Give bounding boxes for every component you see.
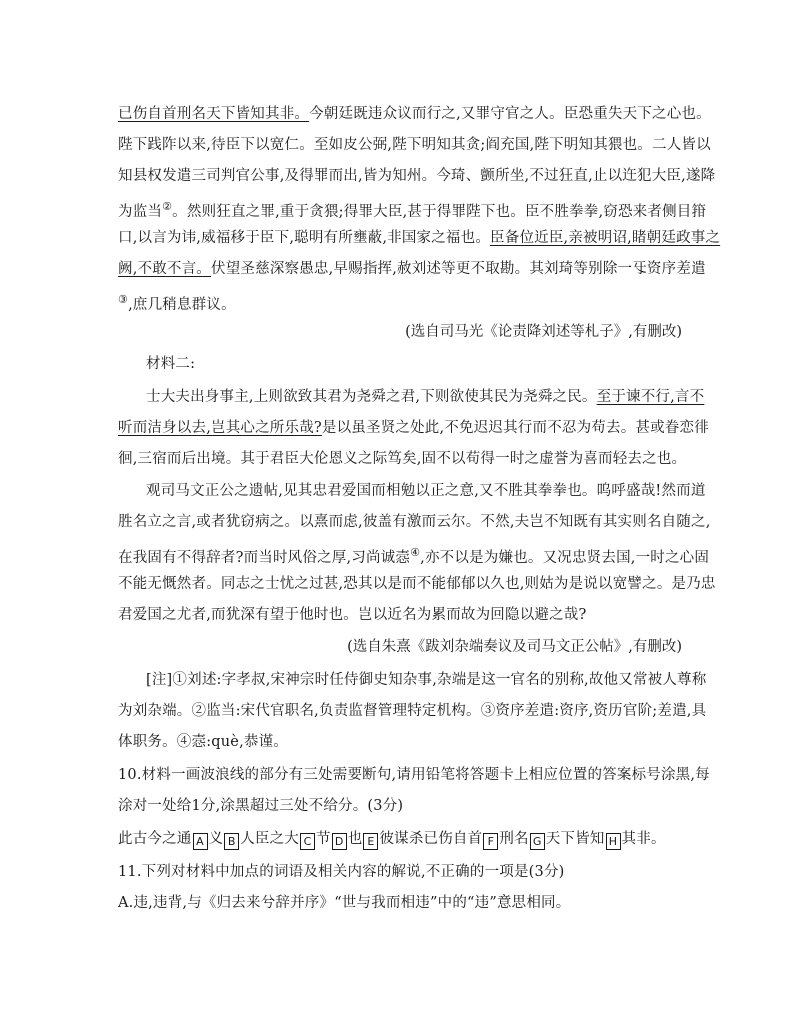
answer-box-a: A <box>193 833 208 850</box>
underlined-sentence: 臣备位近臣,亲被明诏,睹朝廷政事之 <box>490 230 721 246</box>
text-span: 今朝廷既违众议而行之,又罪守官之人。臣恐重失天下之心也。 <box>309 106 711 122</box>
note-line: [注]①刘述:字孝叔,宋神宗时任侍御史知杂事,杂端是这一官名的别称,故他又常被人尊称 <box>146 672 707 688</box>
text-span: ,亦不以是为嫌也。又况忠贤去国,一时之心固 <box>420 549 710 566</box>
text-span: 伏望圣慈深察愚忠,早赐指挥,赦刘述等更不取勘。其刘琦等别除一㸦资序差遣 <box>211 261 706 277</box>
text-span: 天下皆知 <box>545 831 605 847</box>
text-span: 其非。 <box>621 831 666 847</box>
text-line: 不能无慨然者。同志之士忧之过甚,恐其以是而不能郁郁以久也,则姑为是说以宽譬之。是乃忠 <box>118 576 716 592</box>
text-span: 节 <box>316 831 331 847</box>
text-line: 观司马文正公之遗帖,见其忠君爱国而相勉以正之意,又不胜其拳拳也。呜呼盛哉!然而道 <box>146 483 706 499</box>
text-line <box>118 197 707 222</box>
answer-box-d: D <box>332 833 347 850</box>
answer-box-e: E <box>363 833 378 850</box>
answer-box-c: C <box>300 833 315 850</box>
note-line: 体职务。④悫:què,恭谨。 <box>118 734 288 750</box>
question-10-options <box>118 829 683 850</box>
answer-box-h: H <box>606 833 621 850</box>
underlined-sentence: 阙,不敢不言。 <box>118 261 212 277</box>
question-11-stem: 11.下列对材料中加点的词语及相关内容的解说,不正确的一项是(3分) <box>118 864 565 880</box>
text-line <box>118 543 710 568</box>
text-span: 口,以言为讳,威福移于臣下,聪明有所壅蔽,非国家之福也。 <box>118 230 491 246</box>
answer-box-f: F <box>483 833 498 850</box>
text-line <box>118 228 721 248</box>
section-heading: 材料二: <box>146 356 196 372</box>
text-line <box>146 387 705 407</box>
answer-box-b: B <box>224 833 239 850</box>
source-citation: (选自司马光《论责降刘述等札子》,有删改) <box>405 324 682 340</box>
source-citation: (选自朱熹《跋刘杂端奏议及司马文正公帖》,有删改) <box>347 639 682 655</box>
text-span: 在我固有不得辞者?而当时风俗之厚,习尚诚悫 <box>118 549 411 566</box>
question-11-option-a: A.违,违背,与《归去来兮辞并序》“世与我而相违”中的“违”意思相同。 <box>118 895 571 911</box>
note-line: 为刘杂端。②监当:宋代官职名,负责监督管理特定机构。③资序差遣:资序,资历官阶;差遣,具 <box>118 703 707 719</box>
underlined-sentence: 听而洁身以去,岂其心之所乐哉? <box>118 420 322 436</box>
underlined-phrase: 已伤自首刑名天下皆知其非。 <box>118 106 310 122</box>
text-line: 胜名立之言,或者犹窃病之。以熹而虑,彼盖有激而云尔。不然,夫岂不知既有其实则名自随之, <box>118 514 711 530</box>
question-10-stem: 10.材料一画波浪线的部分有三处需要断句,请用铅笔将答题卡上相应位置的答案标号涂黑,每 <box>118 767 710 783</box>
text-span: 。然则狂直之罪,重于贪猥;得罪大臣,甚于得罪陛下也。臣不胜拳拳,窃恐来者侧目箝 <box>172 203 707 220</box>
question-10-stem: 涂对一处给1分,涂黑超过三处不给分。(3分) <box>118 798 404 814</box>
text-span: 此古今之通 <box>118 831 192 847</box>
text-line: 徊,三宿而后出境。其于君臣大伦恩义之际笃矣,固不以苟得一时之虚誉为喜而轻去之也。 <box>118 451 687 467</box>
text-span: 人臣之大 <box>240 831 300 847</box>
text-span: 士大夫出身事主,上则欲致其君为尧舜之君,下则欲使其民为尧舜之民。 <box>146 389 597 405</box>
text-line: 陛下践阼以来,待臣下以宽仁。至如皮公弼,陛下明知其贪;阎充国,陛下明知其猥也。二人皆以 <box>118 137 711 153</box>
footnote-marker: ③ <box>118 293 129 306</box>
text-span: ,庶几稍息群议。 <box>128 296 236 313</box>
text-span: 是以虽圣贤之处此,不免迟迟其行而不忍为苟去。甚或眷恋徘 <box>321 420 709 436</box>
text-span: 刑名 <box>499 831 529 847</box>
text-line <box>118 104 711 124</box>
answer-box-g: G <box>530 833 545 850</box>
footnote-marker: ④ <box>410 546 421 559</box>
underlined-sentence: 至于谏不行,言不 <box>596 389 705 405</box>
footnote-marker: ② <box>162 200 173 213</box>
text-span: 义 <box>208 831 224 847</box>
text-span: 也 <box>347 831 363 847</box>
text-span: 彼谋杀已伤自首 <box>379 831 483 847</box>
text-line <box>118 259 706 279</box>
text-span: 为监当 <box>118 203 163 220</box>
text-line <box>118 290 683 315</box>
text-line: 君爱国之尤者,而犹深有望于他时也。岂以近名为累而故为回隐以避之哉? <box>118 607 587 623</box>
text-line: 知县权发遣三司判官公事,及得罪而出,皆为知州。今琦、颤所坐,不过狂直,止以迕犯大臣,遂降 <box>118 168 716 184</box>
text-line <box>118 418 709 438</box>
